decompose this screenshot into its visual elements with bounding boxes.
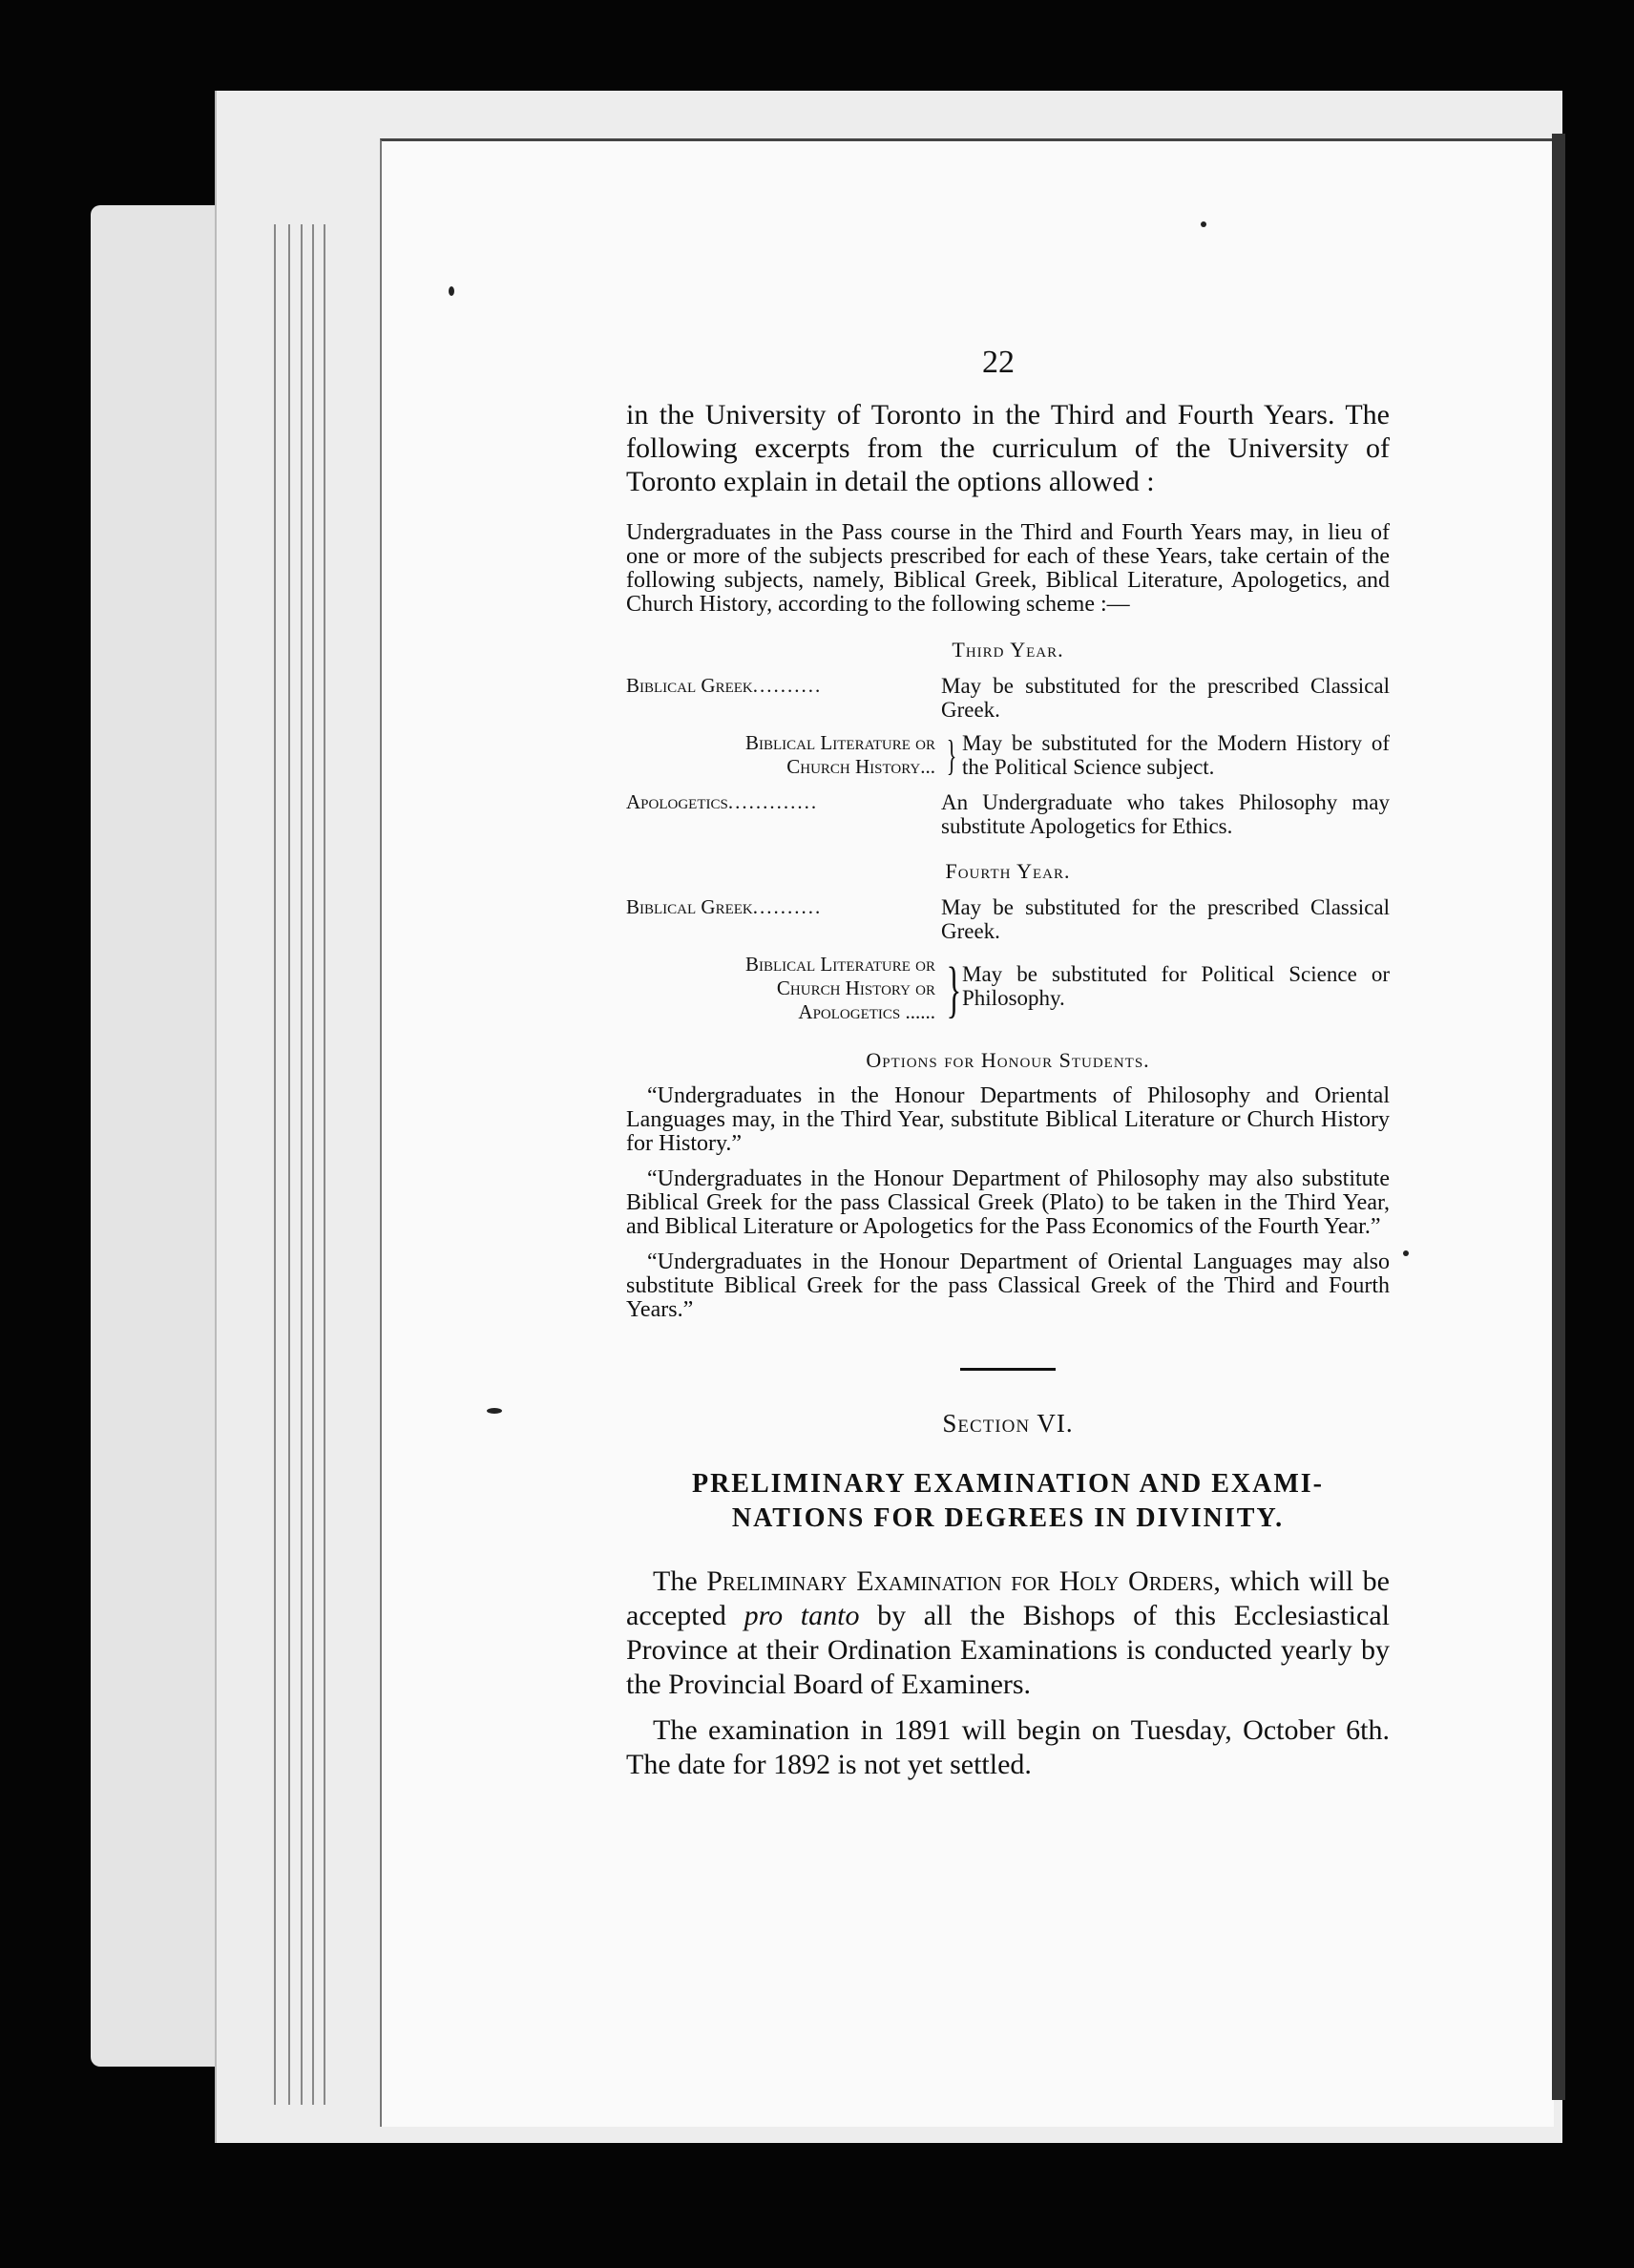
honours-paragraph: “Undergraduates in the Honour Department of Philosophy may also substitute Biblical Greek for the pass Classical Greek (Plato) to be taken in the Third Year, and Biblical Literature or Apologetics for the Pass Economics of the Fourth Year.” (626, 1166, 1390, 1239)
leaf-edge (324, 224, 325, 2105)
option-row (626, 731, 1390, 781)
curriculum-excerpt: Undergraduates in the Pass course in the Third and Fourth Years may, in lieu of one or more of the subjects prescribed for each of these Years, take certain of the following subjects, namely, Biblical Greek, Biblical Literature, Apologetics, and Church History, according to the following scheme :— (626, 520, 1390, 617)
brace-glyph: } (946, 955, 962, 1024)
section-title: PRELIMINARY EXAMINATION AND EXAMI- NATIONS FOR DEGREES IN DIVINITY. (691, 1469, 1324, 1533)
option-label: Apologetics............. (626, 790, 819, 813)
honours-heading: Options for Honour Students. (866, 1048, 1150, 1072)
leaf-edge (274, 224, 276, 2105)
ink-speck (1201, 221, 1206, 227)
option-text: An Undergraduate who takes Philosophy may substitute Apologetics for Ethics. (941, 790, 1390, 838)
section-divider (960, 1368, 1056, 1371)
honours-paragraph: “Undergraduates in the Honour Department of Oriental Languages may also substitute Biblical Greek for the pass Classical Greek of the Third and Fourth Years.” (626, 1250, 1390, 1322)
option-text: May be substituted for the Modern History of the Political Science subject. (962, 731, 1390, 779)
option-text: May be substituted for the prescribed Classical Greek. (941, 674, 1390, 722)
honours-paragraph: “Undergraduates in the Honour Departments of Philosophy and Oriental Languages may, in the Third Year, substitute Biblical Literature or Church History for History.” (626, 1083, 1390, 1156)
ink-speck (487, 1408, 502, 1414)
leaf-edge (301, 224, 303, 2105)
option-label: Biblical Literature or Church History or Apologetics ...... (745, 953, 935, 1023)
brace-glyph: } (946, 732, 957, 779)
option-row (626, 790, 1390, 838)
third-year-heading: Third Year. (952, 638, 1064, 662)
option-label: Biblical Greek.......... (626, 674, 823, 697)
option-row (626, 953, 1390, 1027)
option-text: May be substituted for the prescribed Classical Greek. (941, 895, 1390, 943)
body-paragraph: The examination in 1891 will begin on Tuesday, October 6th. The date for 1892 is not yet settled. (626, 1714, 1390, 1780)
page-content (626, 339, 1390, 1794)
body-paragraph: The Preliminary Examination for Holy Orders, which will be accepted pro tanto by all the Bishops of this Ecclesiastical Province at their Ordination Examinations is conducted yearly by the Provincial Board of Examiners. (626, 1565, 1390, 1700)
option-row (626, 674, 1390, 722)
option-label: Biblical Greek.......... (626, 895, 823, 918)
binding-edge (1552, 134, 1565, 2100)
page-number: 22 (982, 345, 1015, 380)
option-text: May be substituted for Political Science or Philosophy. (962, 962, 1390, 1010)
fourth-year-heading: Fourth Year. (945, 859, 1071, 883)
option-row (626, 895, 1390, 943)
leaf-edge (312, 224, 314, 2105)
lead-paragraph: in the University of Toronto in the Third and Fourth Years. The following excerpts from the curriculum of the University of Toronto explain in detail the options allowed : (626, 399, 1390, 497)
leaf-edge (288, 224, 290, 2105)
section-label: Section VI. (942, 1409, 1074, 1438)
ink-speck (1403, 1250, 1409, 1256)
ink-speck (449, 286, 454, 296)
option-label: Biblical Literature or Church History... (745, 731, 935, 778)
